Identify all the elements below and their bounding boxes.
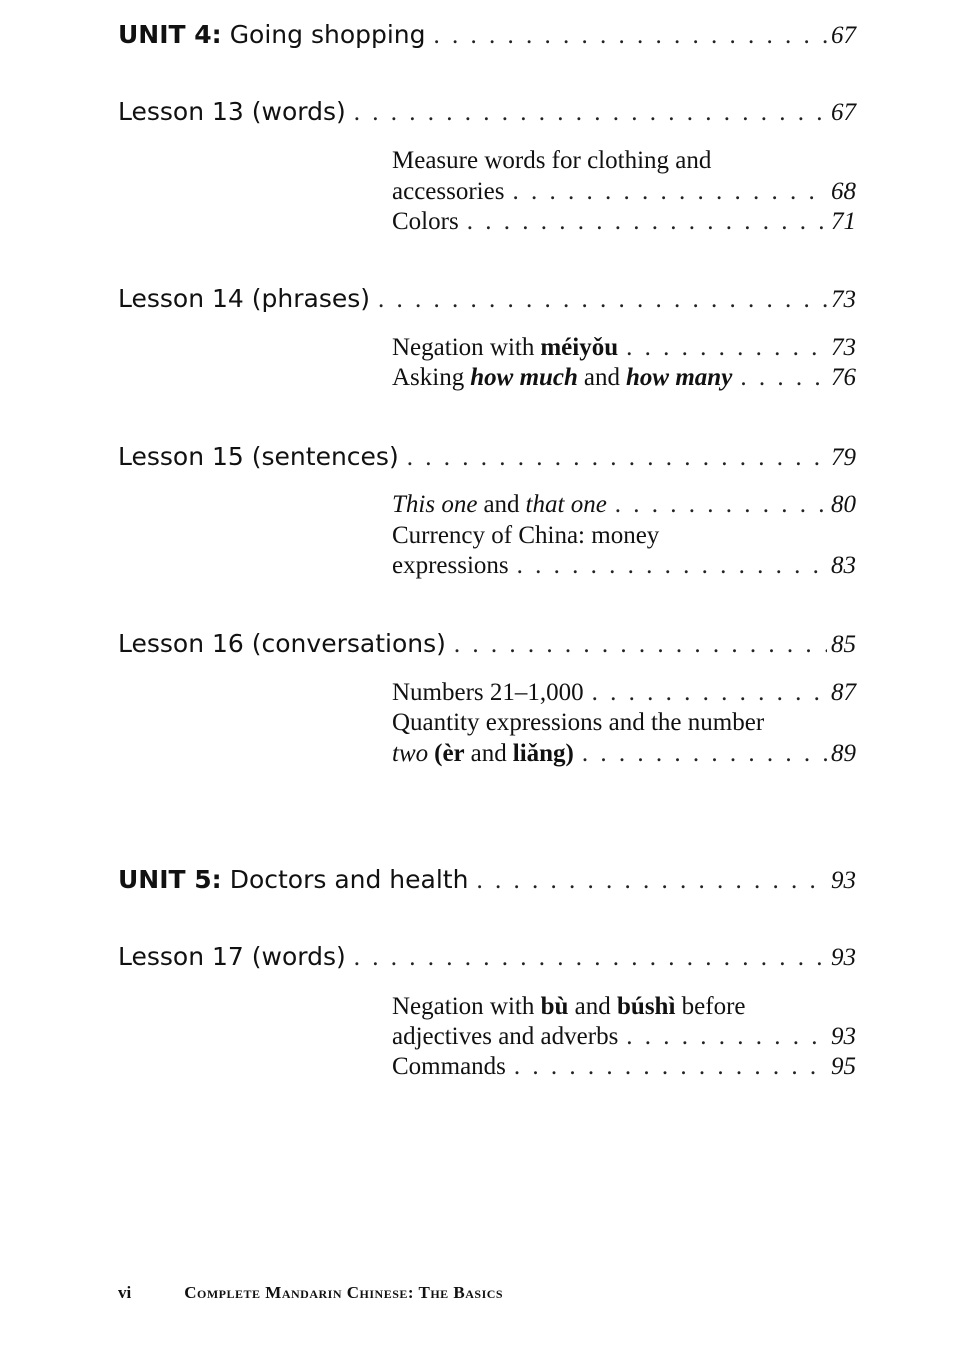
topic-text: and (574, 993, 611, 1020)
pinyin-term: búshì (617, 993, 676, 1020)
dot-leader (354, 944, 827, 972)
lesson-17-entry (118, 942, 856, 972)
lesson-title: Lesson 15 (sentences) (118, 442, 399, 471)
unit-title: Going shopping (229, 20, 426, 49)
topic-line: Quantity expressions and the number (392, 709, 765, 736)
topic-text: accessories (392, 178, 505, 205)
page-number: 83 (831, 552, 856, 579)
dot-leader (514, 1053, 827, 1081)
dot-leader (592, 679, 827, 707)
lesson-15-entry (118, 442, 856, 472)
topic-entry (392, 552, 856, 580)
dot-leader (740, 364, 827, 392)
dot-leader (615, 491, 827, 519)
page-number: 95 (831, 1053, 856, 1080)
topic-text: Numbers 21–1,000 (392, 679, 584, 706)
dot-leader (378, 286, 827, 314)
dot-leader (517, 552, 827, 580)
page-number: 76 (831, 364, 856, 391)
topic-line: Measure words for clothing and (392, 147, 712, 174)
page-number: 73 (831, 334, 856, 361)
unit-label: UNIT 4: (118, 20, 222, 49)
unit-title: Doctors and health (229, 865, 469, 894)
page-number: 89 (831, 740, 856, 767)
topic-text: Commands (392, 1053, 506, 1080)
unit-4-entry (118, 20, 856, 50)
topic-text: expressions (392, 552, 509, 579)
dot-leader (626, 1023, 827, 1051)
lesson-13-entry (118, 97, 856, 127)
folio-number: vi (118, 1283, 132, 1302)
dot-leader (582, 740, 827, 768)
dot-leader (476, 867, 827, 895)
topic-text: Asking (392, 364, 465, 391)
page-number: 67 (831, 99, 856, 126)
emphasis-text: that one (525, 491, 607, 518)
page-footer (118, 1283, 503, 1303)
topic-entry (392, 740, 856, 768)
topic-text: before (681, 993, 746, 1020)
dot-leader (354, 99, 827, 127)
topic-entry (392, 1023, 856, 1051)
page-number: 93 (831, 867, 856, 894)
dot-leader (407, 444, 827, 472)
lesson-title: Lesson 14 (phrases) (118, 284, 371, 313)
page-number: 87 (831, 679, 856, 706)
dot-leader (467, 208, 827, 236)
topic-text: and (483, 491, 520, 518)
page-number: 85 (831, 631, 856, 658)
emphasis-text: how much (470, 364, 578, 391)
dot-leader (434, 22, 827, 50)
topic-entry (392, 1053, 856, 1081)
topic-line (392, 993, 746, 1021)
emphasis-text: This one (392, 491, 478, 518)
lesson-14-entry (118, 284, 856, 314)
page-number: 93 (831, 1023, 856, 1050)
dot-leader (626, 334, 827, 362)
topic-text: adjectives and adverbs (392, 1023, 619, 1050)
topic-text: Negation with (392, 993, 535, 1020)
topic-entry (392, 679, 856, 707)
pinyin-term: liǎng) (512, 740, 574, 767)
topic-text: and (583, 364, 621, 391)
unit-label: UNIT 5: (118, 865, 222, 894)
pinyin-term: (èr (434, 740, 465, 767)
emphasis-text: how many (626, 364, 733, 391)
topic-text: Colors (392, 208, 459, 235)
dot-leader (454, 631, 827, 659)
topic-entry (392, 364, 856, 392)
page-number: 73 (831, 286, 856, 313)
emphasis-text: two (392, 740, 429, 767)
lesson-title: Lesson 17 (words) (118, 942, 346, 971)
page-number: 67 (831, 22, 856, 49)
lesson-title: Lesson 13 (words) (118, 97, 346, 126)
page-number: 79 (831, 444, 856, 471)
dot-leader (512, 178, 827, 206)
page-number: 80 (831, 491, 856, 518)
page-number: 71 (831, 208, 856, 235)
running-title: Complete Mandarin Chinese: The Basics (184, 1283, 504, 1302)
topic-text: Negation with (392, 334, 535, 361)
topic-entry (392, 334, 856, 362)
topic-entry (392, 208, 856, 236)
page-number: 68 (831, 178, 856, 205)
topic-line: Currency of China: money (392, 522, 660, 549)
pinyin-term: méiyǒu (540, 334, 619, 361)
page-number: 93 (831, 944, 856, 971)
unit-5-entry (118, 865, 856, 895)
lesson-title: Lesson 16 (conversations) (118, 629, 446, 658)
lesson-16-entry (118, 629, 856, 659)
topic-entry (392, 178, 856, 206)
pinyin-term: bù (540, 993, 569, 1020)
topic-entry (392, 491, 856, 519)
topic-text: and (470, 740, 507, 767)
